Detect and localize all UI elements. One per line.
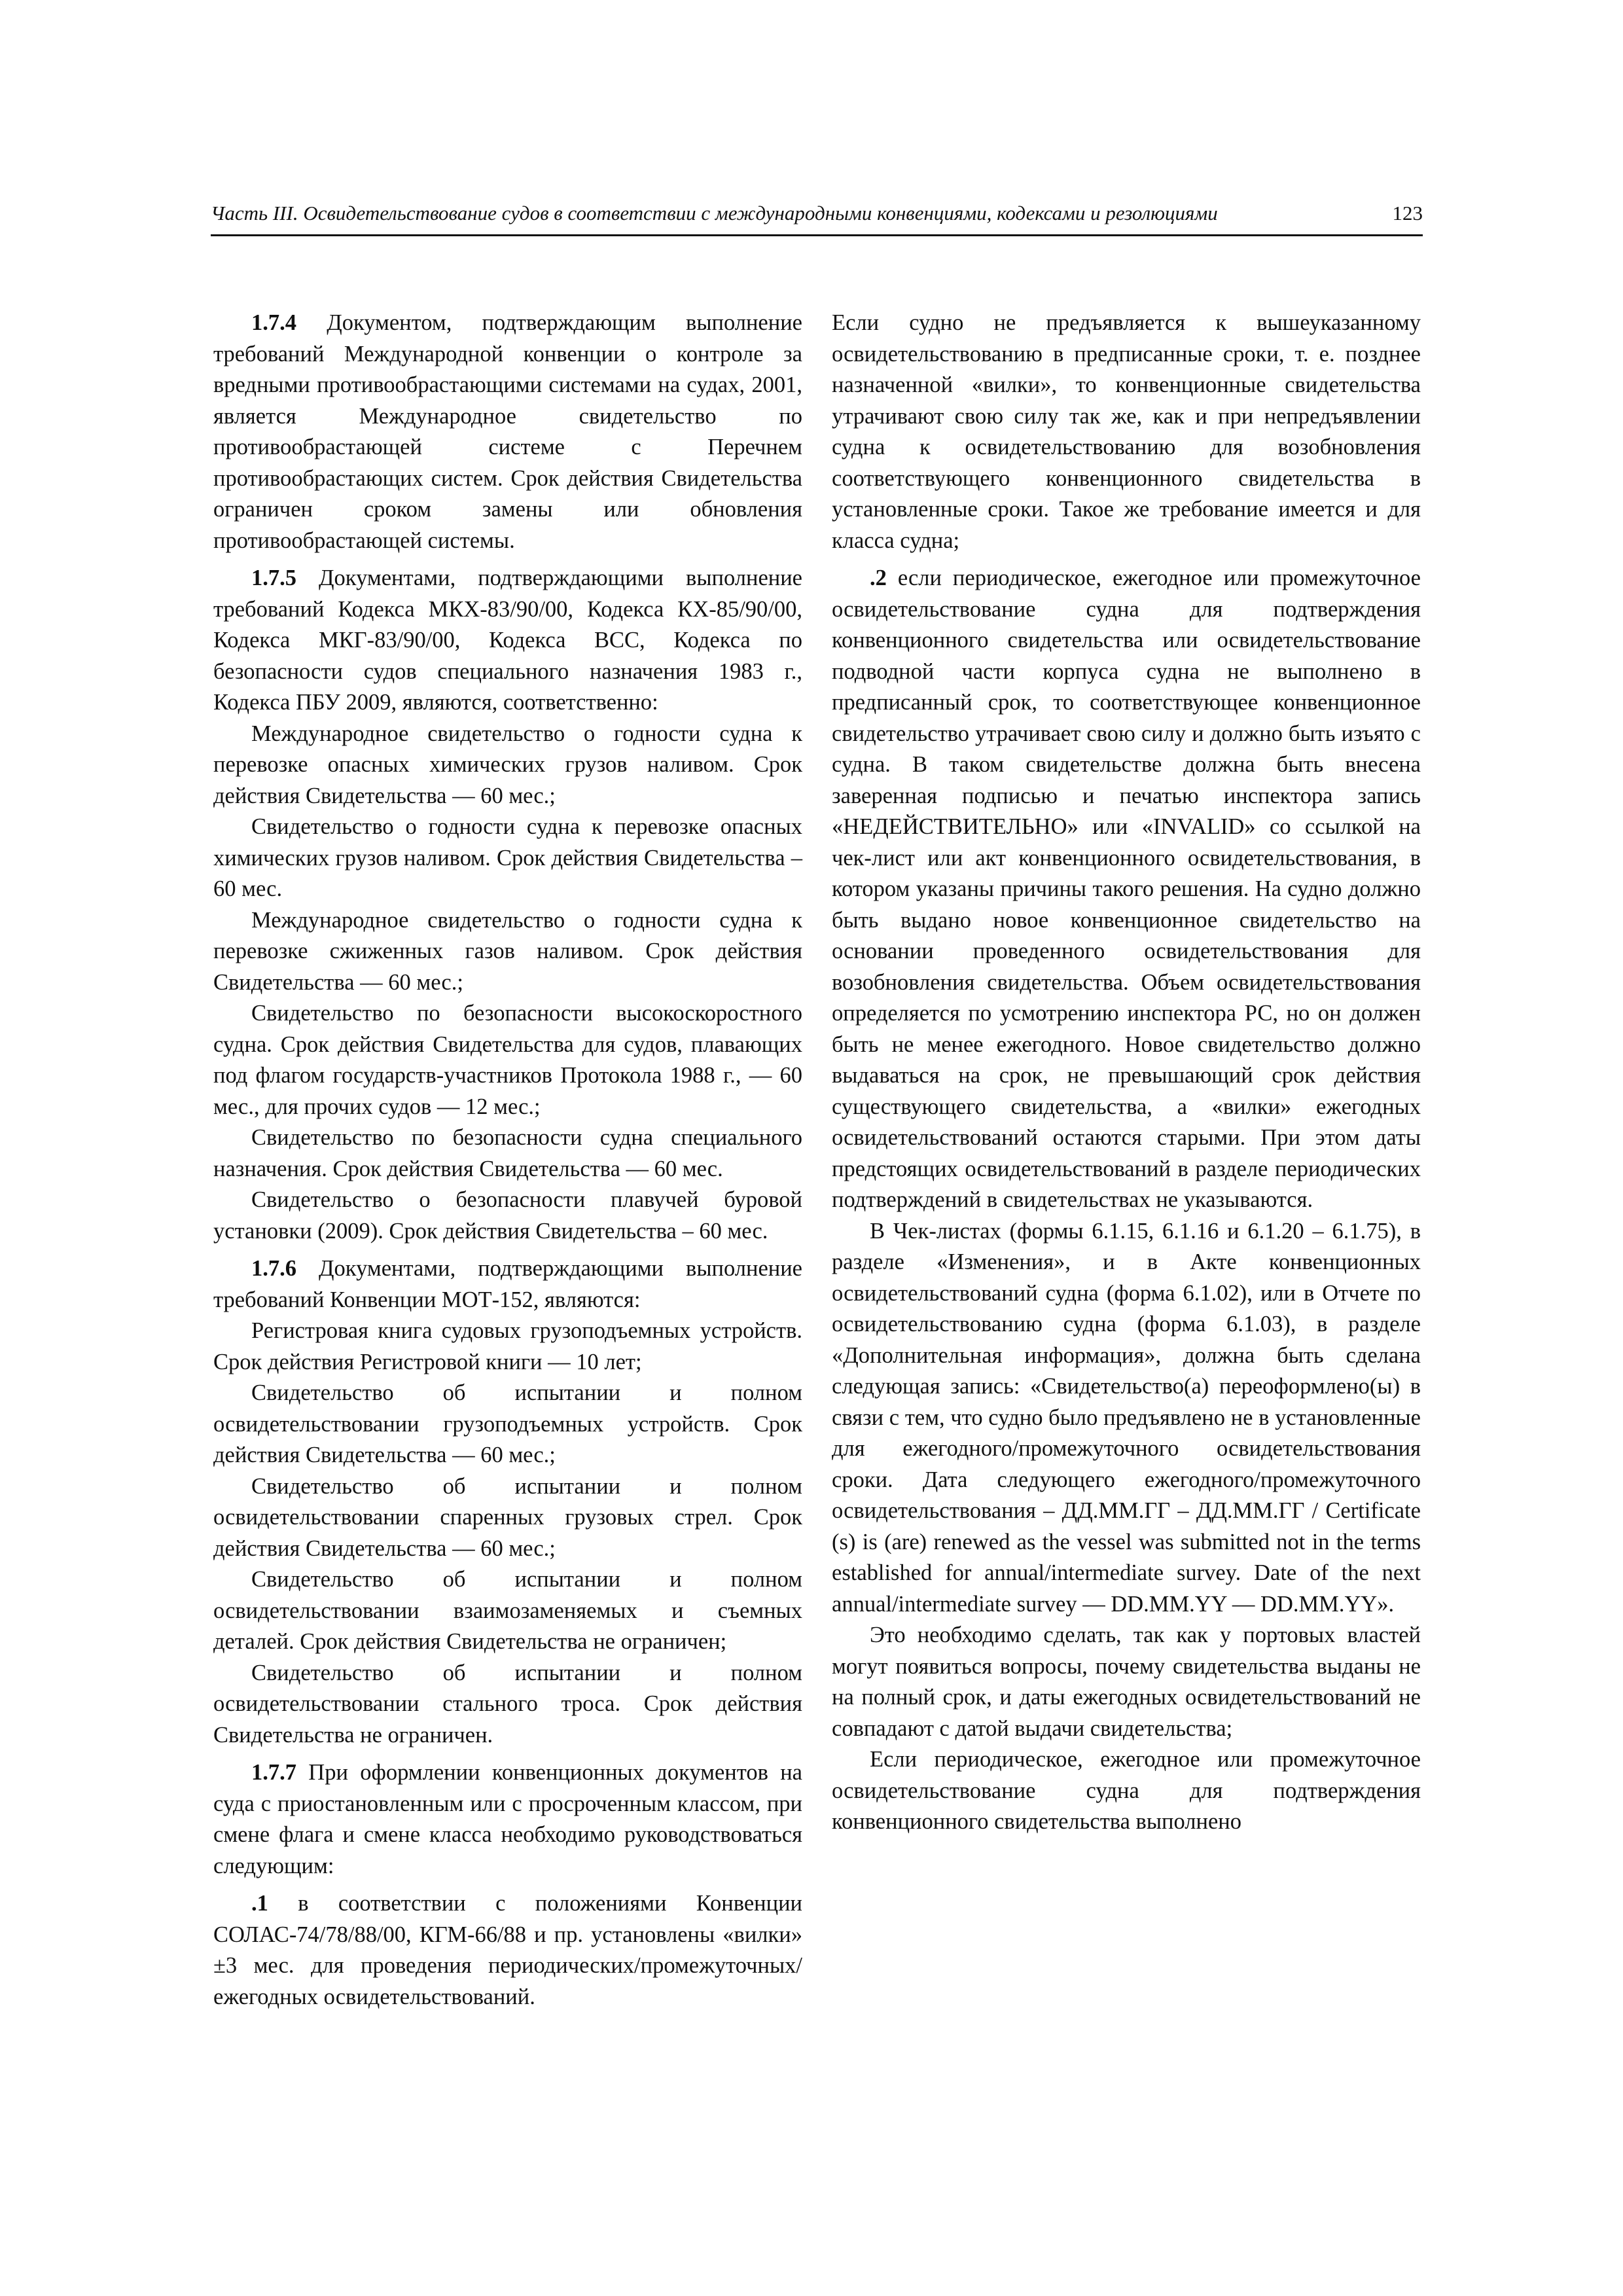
paragraph (213, 1757, 802, 1882)
paragraph-text: Свидетельство о годности судна к перевозке опасных химических грузов наливом. Срок действия Свидетельства – 60 мес. (213, 814, 802, 901)
paragraph-text: Свидетельство по безопасности судна специального назначения. Срок действия Свидетельства — 60 мес. (213, 1125, 802, 1181)
page-number: 123 (1392, 202, 1423, 224)
paragraph-text: Свидетельство об испытании и полном освидетельствовании взаимозаменяемых и съемных деталей. Срок действия Свидетельства не ограничен; (213, 1567, 802, 1654)
paragraph (213, 563, 802, 719)
paragraph-text: Документом, подтверждающим выполнение требований Международной конвенции о контроле за вредными противообрастающими системами на судах, 2001, является Международное свидетельство по противообрастающей системе с Перечнем противообрастающих систем. Срок действия Свидетельства ограничен сроком замены или обновления противообрастающей системы. (213, 310, 802, 553)
paragraph (213, 1185, 802, 1247)
paragraph-text: в соответствии с положениями Конвенции СОЛАС-74/78/88/00, КГМ-66/88 и пр. установлены «вилки» ±3 мес. для проведения периодических/промежуточных/ежегодных освидетельствований. (213, 1891, 802, 2009)
paragraph-text: Свидетельство об испытании и полном освидетельствовании стального троса. Срок действия Свидетельства не ограничен. (213, 1660, 802, 1748)
paragraph (213, 1316, 802, 1378)
left-column (213, 308, 802, 2013)
paragraph-text: Регистровая книга судовых грузоподъемных устройств. Срок действия Регистровой книги — 10 лет; (213, 1318, 802, 1374)
paragraph-text: Свидетельство об испытании и полном освидетельствовании грузоподъемных устройств. Срок действия Свидетельства — 60 мес.; (213, 1380, 802, 1467)
paragraph-number: .2 (870, 565, 887, 590)
paragraph (832, 1744, 1421, 1838)
right-column (832, 308, 1421, 1838)
paragraph (213, 1253, 802, 1316)
paragraph (213, 719, 802, 812)
paragraph-text: Если судно не предъявляется к вышеуказанному освидетельствованию в предписанные сроки, т. е. позднее назначенной «вилки», то конвенционные свидетельства утрачивают свою силу так же, как и при непредъявлении судна к освидетельствованию для возобновления соответствующего конвенционного свидетельства в установленные сроки. Такое же требование имеется и для класса судна; (832, 310, 1421, 553)
paragraph (213, 905, 802, 999)
paragraph-text: если периодическое, ежегодное или промежуточное освидетельствование судна для подтверждения конвенционного свидетельства или освидетельствование подводной части корпуса судна не выполнено в предписанный срок, то соответствующее конвенционное свидетельство утрачивает свою силу и должно быть изъято с судна. В таком свидетельстве должна быть внесена заверенная подписью и печатью инспектора запись «НЕДЕЙСТВИТЕЛЬНО» или «INVALID» со ссылкой на чек-лист или акт конвенционного освидетельствования, в котором указаны причины такого решения. На судно должно быть выдано новое конвенционное свидетельство на основании проведенного освидетельствования для возобновления свидетельства. Объем освидетельствования определяется по усмотрению инспектора РС, но он должен быть не менее ежегодного. Новое свидетельство должно выдаваться на срок, не превышающий срок действия существующего свидетельства, а «вилки» ежегодных освидетельствований остаются старыми. При этом даты предстоящих освидетельствований в разделе периодических подтверждений в свидетельствах не указываются. (832, 565, 1421, 1212)
paragraph (213, 998, 802, 1122)
paragraph-text: Свидетельство об испытании и полном освидетельствовании спаренных грузовых стрел. Срок действия Свидетельства — 60 мес.; (213, 1473, 802, 1561)
header-title: Часть III. Освидетельствование судов в соответствии с международными конвенциями, кодексами и резолюциями (211, 202, 1218, 224)
paragraph-text: Свидетельство о безопасности плавучей буровой установки (2009). Срок действия Свидетельства – 60 мес. (213, 1187, 802, 1244)
paragraph-number: .1 (251, 1891, 268, 1916)
paragraph-number: 1.7.5 (251, 565, 296, 590)
paragraph (213, 1564, 802, 1658)
paragraph-text: Международное свидетельство о годности судна к перевозке опасных химических грузов наливом. Срок действия Свидетельства — 60 мес.; (213, 721, 802, 808)
paragraph-number: 1.7.6 (251, 1256, 296, 1281)
paragraph (213, 1888, 802, 2013)
paragraph (832, 563, 1421, 1216)
paragraph-text: Если периодическое, ежегодное или промежуточное освидетельствование судна для подтверждения конвенционного свидетельства выполнено (832, 1747, 1421, 1834)
running-header (211, 200, 1423, 226)
paragraph-text: При оформлении конвенционных документов на суда с приостановленным или с просроченным классом, при смене флага и смене класса необходимо руководствоваться следующим: (213, 1760, 802, 1878)
paragraph (832, 1620, 1421, 1744)
paragraph (213, 308, 802, 556)
paragraph-text: Это необходимо сделать, так как у портовых властей могут появиться вопросы, почему свидетельства выданы не на полный срок, и даты ежегодных освидетельствований не совпадают с датой выдачи свидетельства; (832, 1623, 1421, 1741)
paragraph (213, 812, 802, 905)
paragraph (832, 308, 1421, 556)
paragraph-text: Международное свидетельство о годности судна к перевозке сжиженных газов наливом. Срок действия Свидетельства — 60 мес.; (213, 907, 802, 995)
header-rule (211, 234, 1423, 236)
paragraph (832, 1216, 1421, 1621)
paragraph (213, 1122, 802, 1185)
paragraph-text: В Чек-листах (формы 6.1.15, 6.1.16 и 6.1.20 – 6.1.75), в разделе «Изменения», и в Акте конвенционных освидетельствований судна (форма 6.1.02), или в Отчете по освидетельствованию судна (форма 6.1.03), в разделе «Дополнительная информация», должна быть сделана следующая запись: «Свидетельство(а) переоформлено(ы) в связи с тем, что судно было предъявлено не в установленные для ежегодного/промежуточного освидетельствования сроки. Дата следующего ежегодного/промежуточного освидетельствования – ДД.ММ.ГГ – ДД.ММ.ГГ / Certificate (s) is (are) renewed as the vessel was submitted not in the terms established for annual/intermediate survey. Date of the next annual/intermediate survey — DD.MM.YY — DD.MM.YY». (832, 1218, 1421, 1617)
paragraph (213, 1471, 802, 1565)
paragraph-number: 1.7.4 (251, 310, 296, 335)
paragraph (213, 1658, 802, 1751)
paragraph (213, 1378, 802, 1471)
paragraph-number: 1.7.7 (251, 1760, 296, 1785)
paragraph-text: Документами, подтверждающими выполнение требований Конвенции МОТ-152, являются: (213, 1256, 802, 1312)
paragraph-text: Свидетельство по безопасности высокоскоростного судна. Срок действия Свидетельства для судов, плавающих под флагом государств-участников Протокола 1988 г., — 60 мес., для прочих судов — 12 мес.; (213, 1001, 802, 1119)
paragraph-text: Документами, подтверждающими выполнение требований Кодекса МКХ-83/90/00, Кодекса КХ-85/90/00, Кодекса МКГ-83/90/00, Кодекса ВСС, Кодекса по безопасности судов специального назначения 1983 г., Кодекса ПБУ 2009, являются, соответственно: (213, 565, 802, 715)
